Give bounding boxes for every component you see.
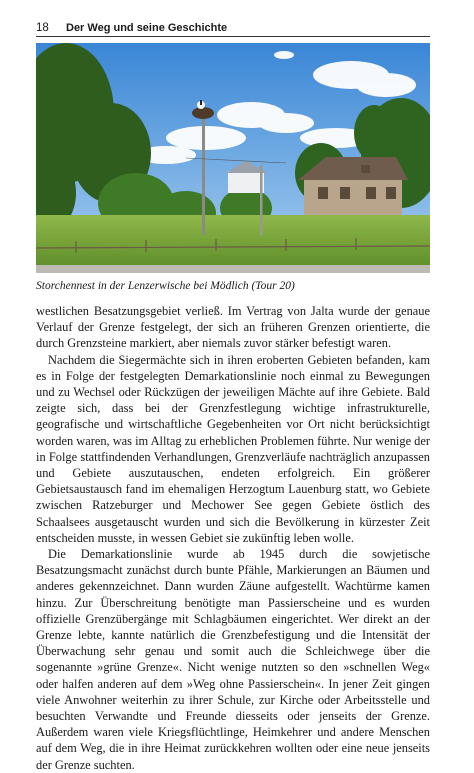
paragraph: westlichen Besatzungsgebiet verließ. Im Vertrag von Jalta wurde der genaue Verlauf der Grenze festgelegt, der sich an früheren Grenzen orientierte, die durch Grenzsteine markiert, aber niemals zuvor stärker befestigt waren.	[36, 304, 430, 351]
body-text	[36, 303, 430, 773]
paragraph: Nachdem die Siegermächte sich in ihren eroberten Gebieten befanden, kam es in Folge der festgelegten Demarkationslinie noch einmal zu Bewegungen und zu Wechsel oder Rückzügen der jeweiligen Mächte auf ihre Gebiete. Bald zeigte sich, dass bei der Grenzfestlegung wichtige infrastrukturelle, geografische und wirtschaftliche Gegebenheiten vor Ort nicht berücksichtigt worden waren, was im Alltag zu erheblichen Problemen führte. Nur wenige der in Folge stattfindenden Verhandlungen, Grenzverläufe nachträglich anzupassen und Gebiete auszutauschen, endeten erfolgreich. Ein größerer Gebietsaustausch fand im ehemaligen Herzogtum Lauenburg statt, wo Gebiete zwischen Ratzeburger und Mechower See gegen Gebiete östlich des Schaalsees ausgetauscht wurden und sich die Bevölkerung in kürzester Zeit entscheiden musste, in wessen Gebiet sie zukünftig leben wolle.	[36, 352, 430, 545]
figure-caption: Storchennest in der Lenzerwische bei Mödlich (Tour 20)	[36, 280, 295, 292]
stork-nest-photo	[36, 43, 430, 273]
page-number: 18	[36, 22, 49, 34]
running-title: Der Weg und seine Geschichte	[66, 22, 228, 34]
running-header	[36, 20, 430, 38]
header-rule	[36, 36, 430, 37]
paragraph: Die Demarkationslinie wurde ab 1945 durch die sowjetische Besatzungsmacht zunächst durch bunte Pfähle, Markierungen an Bäumen und anderes gekennzeichnet. Dann wurden Zäune aufgestellt. Wachtürme kamen hinzu. Zur Überschreitung benötigte man Passierscheine und es wurden offizielle Grenzübergänge mit Schlagbäumen eingerichtet. Wer direkt an der Grenze lebte, kannte natürlich die Grenzbefestigung und die Intensität der Überwachung sehr genau und somit auch die Schleichwege über die sogenannte »grüne Grenze«. Nicht wenige nutzten so den »schnellen Weg« oder halfen anderen auf dem »Weg ohne Passierschein«. In jener Zeit gingen viele Anwohner weiterhin zu ihrer Schule, zur Kirche oder Arbeitsstelle und besuchten Verwandte und Freunde diesseits oder jenseits der Grenze. Außerdem waren viele Kriegsflüchtlinge, Heimkehrer und andere Menschen auf dem Weg, die in ihre Heimat zurückkehren wollten oder eine neue jenseits der Grenze suchten.	[36, 547, 430, 772]
